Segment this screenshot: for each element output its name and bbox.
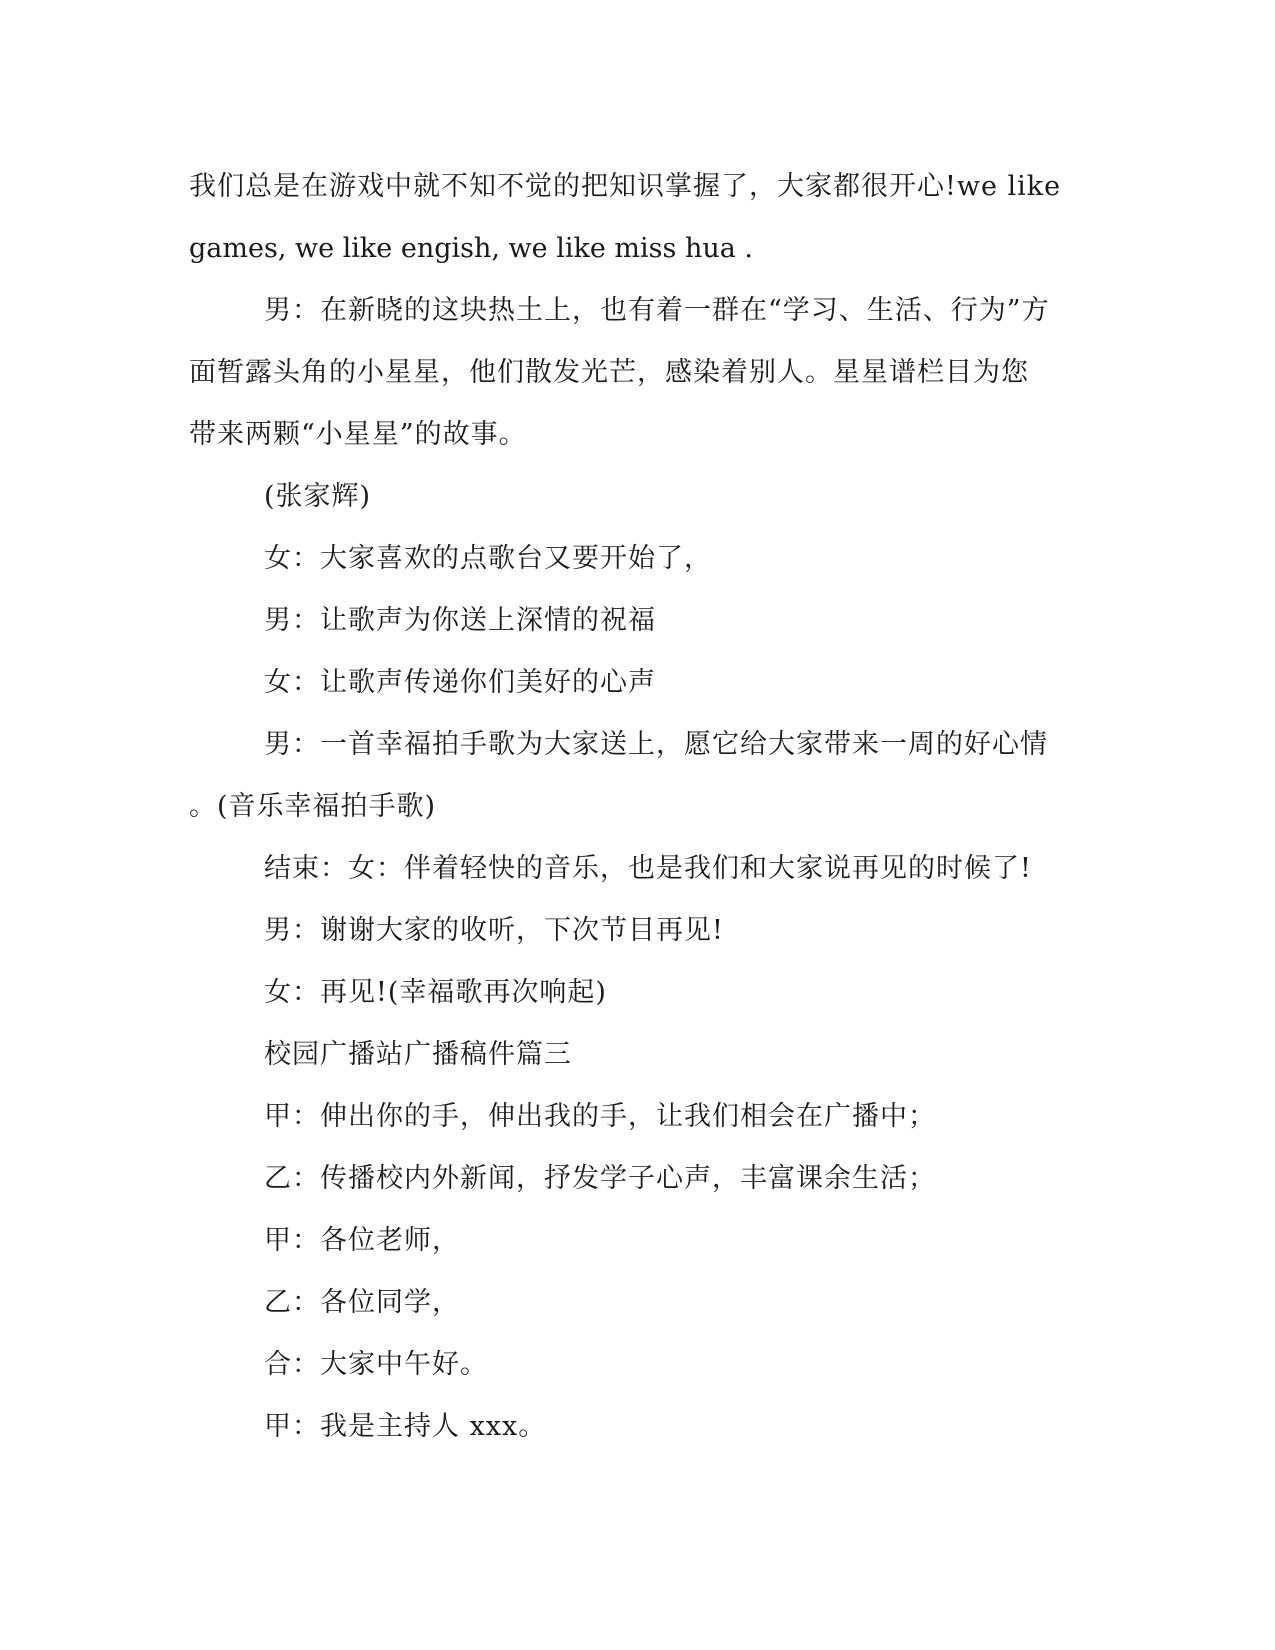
text-line: 女：让歌声传递你们美好的心声 bbox=[264, 667, 656, 698]
section-heading: 校园广播站广播稿件篇三 bbox=[264, 1039, 572, 1070]
text-line: 女：大家喜欢的点歌台又要开始了， bbox=[264, 543, 712, 574]
text-line: 男：在新晓的这块热土上，也有着一群在“学习、生活、行为”方 bbox=[264, 295, 1050, 326]
text-line: 甲：我是主持人 xxx。 bbox=[264, 1411, 547, 1442]
text-line: 乙：传播校内外新闻，抒发学子心声，丰富课余生活； bbox=[264, 1163, 936, 1194]
text-line: 甲：各位老师， bbox=[264, 1225, 460, 1256]
text-line: 我们总是在游戏中就不知不觉的把知识掌握了，大家都很开心!we like bbox=[189, 171, 1062, 202]
text-line: 女：再见!(幸福歌再次响起) bbox=[264, 977, 607, 1008]
text-line: 。(音乐幸福拍手歌) bbox=[189, 791, 437, 822]
text-line: 合：大家中午好。 bbox=[264, 1349, 488, 1380]
text-line: 面暂露头角的小星星，他们散发光芒，感染着别人。星星谱栏目为您 bbox=[189, 357, 1029, 388]
text-line: 甲：伸出你的手，伸出我的手，让我们相会在广播中； bbox=[264, 1101, 936, 1132]
text-line: games, we like engish, we like miss hua . bbox=[189, 233, 753, 264]
text-line: 男：一首幸福拍手歌为大家送上，愿它给大家带来一周的好心情 bbox=[264, 729, 1048, 760]
text-line: 男：谢谢大家的收听，下次节目再见! bbox=[264, 915, 724, 946]
text-line: 乙：各位同学， bbox=[264, 1287, 460, 1318]
text-line: 男：让歌声为你送上深情的祝福 bbox=[264, 605, 656, 636]
text-line: (张家辉) bbox=[264, 481, 372, 512]
text-line: 带来两颗“小星星”的故事。 bbox=[189, 419, 527, 450]
text-line: 结束：女：伴着轻快的音乐，也是我们和大家说再见的时候了! bbox=[264, 853, 1032, 884]
